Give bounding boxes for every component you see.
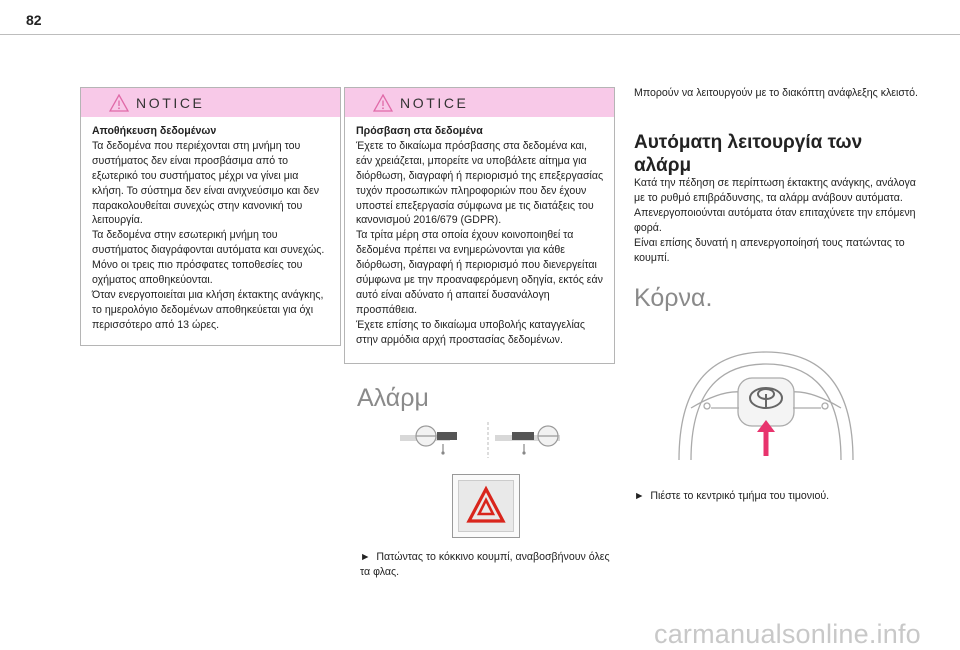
alarm-heading: Αλάρμ [357, 384, 429, 412]
notice-paragraph: Όταν ενεργοποιείται μια κλήση έκτακτης ανάγκης, το ημερολόγιο δεδομένων αποθηκεύεται για όχι περισσότερο από 13 ώρες. [92, 288, 324, 331]
step-marker: ► [360, 551, 371, 563]
notice-title: NOTICE [400, 95, 469, 111]
warning-triangle-icon [373, 94, 393, 112]
page-number: 82 [26, 12, 42, 28]
notice-title: NOTICE [136, 95, 205, 111]
notice-header [81, 88, 340, 117]
warning-triangle-icon [109, 94, 129, 112]
step-marker: ► [634, 490, 645, 502]
notice-body [81, 117, 340, 333]
steering-wheel-icon [495, 426, 560, 455]
horn-instruction [634, 489, 924, 504]
top-divider [0, 34, 960, 35]
steering-wheel-illustration [671, 350, 861, 460]
notice-paragraph: Έχετε το δικαίωμα πρόσβασης στα δεδομένα και, εάν χρειάζεται, μπορείτε να υποβάλετε αίτημα για διόρθωση, διαγραφή ή περιορισμό της επεξεργασίας τυχόν προσωπικών πληροφοριών που δεν έχουν υποστεί επεξεργασία σύμφωνα με τις διατάξεις του κανονισμού 2016/679 (GDPR). [356, 139, 604, 227]
notice-paragraph: Τα τρίτα μέρη στα οποία έχουν κοινοποιηθεί τα δεδομένα πρέπει να ενημερώνονται για κάθε διόρθωση, διαγραφή ή περιορισμό που διενεργείται σύμφωνα με την προαναφερόμενη οδηγία, εκτός εάν αυτό είναι αδύνατο ή απαιτεί δυσανάλογη προσπάθεια. [356, 229, 603, 316]
dashboard-hazard-illustration [400, 420, 580, 460]
notice-body [345, 117, 614, 348]
auto-alarm-heading: Αυτόματη λειτουργία των αλάρμ [634, 132, 863, 176]
watermark: carmanualsonline.info [654, 619, 921, 649]
notice-header [345, 88, 614, 117]
alarm-instruction [360, 550, 618, 580]
auto-alarm-paragraph: Κατά την πέδηση σε περίπτωση έκτακτης ανάγκης, ανάλογα με το ρυθμό επιβράδυνσης, τα αλάρμ ανάβουν αυτόματα. Απενεργοποιούνται αυτόματα όταν επιταχύνετε την επόμενη φορά. [634, 177, 916, 234]
notice-box-data-access [344, 87, 615, 364]
notice-subtitle: Πρόσβαση στα δεδομένα [356, 125, 483, 137]
notice-paragraph: Τα δεδομένα που περιέχονται στη μνήμη του συστήματος δεν είναι προσβάσιμα από το εξωτερικό του συστήματος μέχρι να γίνει μια κλήση. Το σύστημα δεν είναι ανιχνεύσιμο και δεν παρακολουθείται συνεχώς στην κανονική του λειτουργία. [92, 139, 320, 227]
steering-wheel-icon [400, 426, 457, 455]
hazard-button-icon [459, 481, 513, 531]
notice-box-data-storage [80, 87, 341, 346]
intro-paragraph: Μπορούν να λειτουργούν με το διακόπτη ανάφλεξης κλειστό. [634, 87, 918, 99]
notice-paragraph: Τα δεδομένα στην εσωτερική μνήμη του συστήματος διαγράφονται αυτόματα και συνεχώς. Μόνο οι τρεις πιο πρόσφατες τοποθεσίες του οχήματος αποθηκεύονται. [92, 229, 325, 287]
horn-heading: Κόρνα. [634, 284, 713, 312]
notice-subtitle: Αποθήκευση δεδομένων [92, 125, 217, 137]
hazard-button-illustration [452, 474, 520, 538]
auto-alarm-text [634, 176, 924, 265]
auto-alarm-paragraph: Είναι επίσης δυνατή η απενεργοποίησή τους πατώντας το κουμπί. [634, 236, 905, 264]
horn-step-text: Πιέστε το κεντρικό τμήμα του τιμονιού. [650, 490, 830, 502]
alarm-intro-text [634, 86, 924, 101]
notice-paragraph: Έχετε επίσης το δικαίωμα υποβολής καταγγελίας στην αρμόδια αρχή προστασίας δεδομένων. [356, 318, 586, 346]
alarm-step-text: Πατώντας το κόκκινο κουμπί, αναβοσβήνουν όλες τα φλας. [360, 551, 610, 578]
